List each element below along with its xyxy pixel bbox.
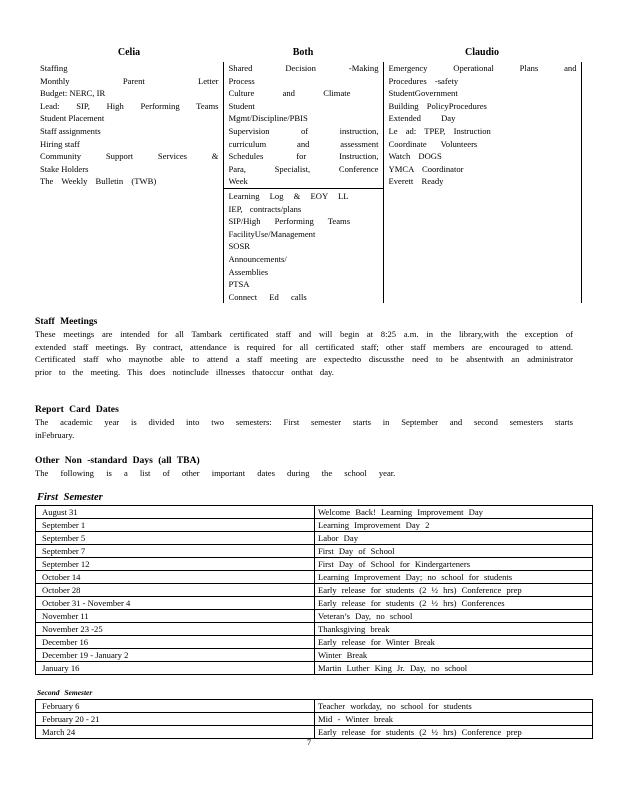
other-days-heading: Other Non -standard Days (all TBA) (35, 455, 200, 466)
first-semester-heading: First Semester (37, 492, 103, 503)
duty-item: Learning Log & EOY LL (228, 190, 349, 201)
duty-item: Everett Ready (388, 176, 444, 187)
calendar-event: Thanksgiving break (315, 623, 593, 636)
duty-item: Coordinate Volunteers (388, 138, 478, 149)
duty-item: Staff assignments (40, 125, 101, 136)
header-both: Both (292, 46, 314, 58)
duty-item: Culture and Climate (228, 88, 351, 99)
calendar-event: Learning Improvement Day; no school for students (315, 571, 593, 584)
duty-item: IEP, contracts/plans (228, 203, 302, 214)
calendar-row (36, 623, 593, 636)
calendar-date: February 20 - 21 (36, 713, 315, 726)
duty-item: Staffing (40, 63, 68, 73)
duty-item: Assemblies (228, 266, 269, 277)
calendar-date: November 11 (36, 610, 315, 623)
responsibilities-extra-row (35, 188, 581, 303)
calendar-event: First Day of School for Kindergarteners (315, 558, 593, 571)
calendar-event: Early release for students (2 ½ hrs) Conference prep (315, 584, 593, 597)
duty-item: The Weekly Bulletin (TWB) (40, 176, 157, 187)
report-card-section (35, 404, 573, 441)
calendar-row (36, 532, 593, 545)
duty-item: SIP/High Performing Teams (228, 216, 351, 227)
calendar-event: Mid - Winter break (315, 713, 593, 726)
duty-item: PTSA (228, 279, 250, 290)
duty-item: Student Placement (40, 113, 105, 124)
responsibilities-main-row (35, 62, 581, 188)
duty-item: StudentGovernment (388, 88, 458, 99)
duty-item: Student (228, 100, 255, 111)
calendar-row (36, 713, 593, 726)
calendar-date: March 24 (36, 726, 315, 739)
calendar-date: February 6 (36, 700, 315, 713)
calendar-date: September 12 (36, 558, 315, 571)
calendar-date: August 31 (36, 506, 315, 519)
calendar-event: Welcome Back! Learning Improvement Day (315, 506, 593, 519)
claudio-extra-empty (383, 188, 581, 303)
duty-item: Mgmt/Discipline/PBIS (228, 113, 308, 124)
claudio-duties (383, 62, 581, 188)
duty-item: curriculum and assessment (228, 138, 379, 149)
calendar-row (36, 558, 593, 571)
calendar-row (36, 584, 593, 597)
calendar-date: December 16 (36, 636, 315, 649)
calendar-event: Learning Improvement Day 2 (315, 519, 593, 532)
staff-meetings-heading: Staff Meetings (35, 316, 98, 327)
report-card-text: The academic year is divided into two semesters: First semester starts in September and second semesters starts inFebruary. (35, 417, 573, 440)
duty-item: Stake Holders (40, 163, 89, 174)
calendar-date: November 23 -25 (36, 623, 315, 636)
duty-item: Connect Ed calls (228, 291, 307, 302)
duty-item: Supervision of instruction, (228, 125, 379, 136)
calendar-row (36, 700, 593, 713)
calendar-date: September 7 (36, 545, 315, 558)
calendar-event: Winter Break (315, 649, 593, 662)
page-number: 7 (306, 737, 312, 747)
duty-item: Le ad: TPEP, Instruction (388, 125, 491, 136)
duty-item: Building PolicyProcedures (388, 100, 487, 111)
calendar-event: Early release for students (2 ½ hrs) Conferences (315, 597, 593, 610)
duty-item: Monthly Parent Letter (40, 75, 219, 86)
duty-item: Emergency Operational Plans and (388, 63, 577, 73)
calendar-row (36, 506, 593, 519)
duty-item: Announcements/ (228, 253, 287, 264)
duty-item: Budget: NERC, IR (40, 88, 106, 99)
duty-item: Procedures -safety (388, 75, 459, 86)
calendar-row (36, 636, 593, 649)
duty-item: Community Support Services & (40, 151, 219, 162)
duty-item: Extended Day (388, 113, 456, 124)
duty-item: FacilityUse/Management (228, 228, 316, 239)
calendar-date: December 19 - January 2 (36, 649, 315, 662)
calendar-row (36, 597, 593, 610)
calendar-row (36, 662, 593, 675)
report-card-heading: Report Card Dates (35, 404, 119, 415)
responsibilities-header-row (35, 46, 581, 62)
duty-item: Lead: SIP, High Performing Teams (40, 100, 219, 111)
calendar-event: Early release for students (2 ½ hrs) Conference prep (315, 726, 593, 739)
staff-meetings-section (35, 316, 573, 378)
calendar-date: October 14 (36, 571, 315, 584)
duty-item: Schedules for Instruction, (228, 151, 379, 162)
responsibilities-table (35, 46, 582, 303)
both-extra-duties (223, 188, 383, 303)
calendar-row (36, 545, 593, 558)
duty-item: YMCA Coordinator (388, 163, 464, 174)
header-claudio: Claudio (465, 46, 499, 58)
calendar-event: Veteran’s Day, no school (315, 610, 593, 623)
calendar-row (36, 519, 593, 532)
calendar-event: Martin Luther King Jr. Day, no school (315, 662, 593, 675)
celia-duties (35, 62, 223, 188)
calendar-row (36, 649, 593, 662)
duty-item: Shared Decision -Making (228, 63, 379, 73)
second-semester-heading: Second Semester (37, 688, 93, 697)
calendar-event: Early release for Winter Break (315, 636, 593, 649)
first-semester-table (35, 505, 593, 675)
calendar-event: Labor Day (315, 532, 593, 545)
staff-meetings-text: These meetings are intended for all Tambark certificated staff and will begin at 8:25 a.m. in the library,with the exception of extended staff meetings. By contract, attendance is required for all certificated staff; other staff members are encouraged to attend. Certificated staff who maynotbe able to attend a staff meeting are expectedto discussthe need to be absentwith an administrator prior to the meeting. This does notinclude illnesses thatoccur onthat day. (35, 329, 573, 377)
calendar-date: January 16 (36, 662, 315, 675)
header-celia: Celia (117, 46, 141, 58)
celia-extra-empty (35, 188, 223, 303)
calendar-row (36, 571, 593, 584)
calendar-date: October 31 - November 4 (36, 597, 315, 610)
duty-item: Watch DOGS (388, 151, 442, 162)
calendar-date: October 28 (36, 584, 315, 597)
duty-item: Process (228, 75, 255, 86)
duty-item: Week (228, 176, 248, 187)
duty-item: SOSR (228, 241, 250, 252)
calendar-event: First Day of School (315, 545, 593, 558)
calendar-event: Teacher workday, no school for students (315, 700, 593, 713)
second-semester-table (35, 699, 593, 739)
calendar-date: September 1 (36, 519, 315, 532)
duty-item: Hiring staff (40, 138, 80, 149)
both-duties (223, 62, 383, 188)
other-days-text: The following is a list of other important dates during the school year. (35, 468, 396, 478)
other-days-section (35, 455, 573, 480)
calendar-row (36, 610, 593, 623)
calendar-date: September 5 (36, 532, 315, 545)
duty-item: Para, Specialist, Conference (228, 163, 379, 174)
